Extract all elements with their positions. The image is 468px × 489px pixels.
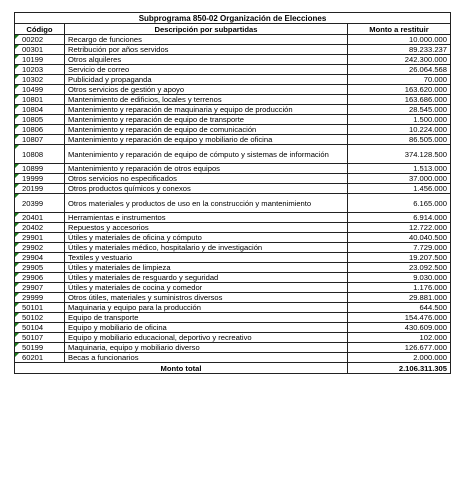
- table-row: [15, 343, 451, 353]
- code-cell: 10899: [15, 164, 65, 174]
- amount-cell: 154.476.000: [348, 313, 451, 323]
- amount-cell: 7.729.000: [348, 243, 451, 253]
- amount-cell: 374.128.500: [348, 145, 451, 164]
- code-cell: 29904: [15, 253, 65, 263]
- code-cell: 20399: [15, 194, 65, 213]
- table-row: [15, 313, 451, 323]
- description-cell: Otros servicios no especificados: [65, 174, 348, 184]
- amount-cell: 102.000: [348, 333, 451, 343]
- table-row: [15, 55, 451, 65]
- code-cell: 10808: [15, 145, 65, 164]
- amount-cell: 70.000: [348, 75, 451, 85]
- amount-cell: 1.176.000: [348, 283, 451, 293]
- code-cell: 50199: [15, 343, 65, 353]
- amount-cell: 28.545.000: [348, 105, 451, 115]
- amount-cell: 29.881.000: [348, 293, 451, 303]
- code-cell: 50102: [15, 313, 65, 323]
- table-row: [15, 223, 451, 233]
- description-cell: Útiles y materiales de limpieza: [65, 263, 348, 273]
- amount-cell: 10.000.000: [348, 35, 451, 45]
- description-cell: Mantenimiento de edificios, locales y terrenos: [65, 95, 348, 105]
- code-cell: 29999: [15, 293, 65, 303]
- code-cell: 20199: [15, 184, 65, 194]
- description-cell: Equipo y mobiliario educacional, deportivo y recreativo: [65, 333, 348, 343]
- amount-cell: 40.040.500: [348, 233, 451, 243]
- table-row: [15, 85, 451, 95]
- code-cell: 50107: [15, 333, 65, 343]
- code-column-header: Código: [15, 24, 65, 35]
- code-cell: 20402: [15, 223, 65, 233]
- code-cell: 10499: [15, 85, 65, 95]
- description-cell: Equipo y mobiliario de oficina: [65, 323, 348, 333]
- description-cell: Útiles y materiales de cocina y comedor: [65, 283, 348, 293]
- code-cell: 20401: [15, 213, 65, 223]
- amount-cell: 1.500.000: [348, 115, 451, 125]
- amount-cell: 430.609.000: [348, 323, 451, 333]
- amount-cell: 644.500: [348, 303, 451, 313]
- amount-cell: 1.456.000: [348, 184, 451, 194]
- table-row: [15, 184, 451, 194]
- table-row: [15, 283, 451, 293]
- description-cell: Becas a funcionarios: [65, 353, 348, 363]
- table-row: [15, 273, 451, 283]
- table-row: [15, 233, 451, 243]
- code-cell: 29906: [15, 273, 65, 283]
- code-cell: 10203: [15, 65, 65, 75]
- total-row: [15, 363, 451, 374]
- code-cell: 50101: [15, 303, 65, 313]
- code-cell: 10801: [15, 95, 65, 105]
- amount-column-header: Monto a restituir: [348, 24, 451, 35]
- table-row: [15, 105, 451, 115]
- table-row: [15, 35, 451, 45]
- description-cell: Mantenimiento y reparación de equipo y mobiliario de oficina: [65, 135, 348, 145]
- code-cell: 50104: [15, 323, 65, 333]
- description-cell: Útiles y materiales de oficina y cómputo: [65, 233, 348, 243]
- table-header-row: [15, 24, 451, 35]
- amount-cell: 12.722.000: [348, 223, 451, 233]
- description-cell: Mantenimiento y reparación de equipo de comunicación: [65, 125, 348, 135]
- description-cell: Equipo de transporte: [65, 313, 348, 323]
- table-title: Subprograma 850-02 Organización de Elecciones: [15, 13, 451, 24]
- table-row: [15, 353, 451, 363]
- amount-cell: 163.620.000: [348, 85, 451, 95]
- amount-cell: 23.092.500: [348, 263, 451, 273]
- code-cell: 00202: [15, 35, 65, 45]
- description-cell: Otros útiles, materiales y suministros diversos: [65, 293, 348, 303]
- description-cell: Mantenimiento y reparación de otros equipos: [65, 164, 348, 174]
- table-row: [15, 194, 451, 213]
- table-row: [15, 125, 451, 135]
- table-row: [15, 253, 451, 263]
- description-cell: Otros alquileres: [65, 55, 348, 65]
- description-cell: Otros servicios de gestión y apoyo: [65, 85, 348, 95]
- table-title-row: [15, 13, 451, 24]
- description-cell: Maquinaria y equipo para la producción: [65, 303, 348, 313]
- amount-cell: 89.233.237: [348, 45, 451, 55]
- table-row: [15, 75, 451, 85]
- code-cell: 10199: [15, 55, 65, 65]
- table-row: [15, 333, 451, 343]
- amount-cell: 126.677.000: [348, 343, 451, 353]
- description-cell: Herramientas e instrumentos: [65, 213, 348, 223]
- description-cell: Maquinaria, equipo y mobiliario diverso: [65, 343, 348, 353]
- code-cell: 29907: [15, 283, 65, 293]
- code-cell: 29902: [15, 243, 65, 253]
- table-row: [15, 303, 451, 313]
- code-cell: 10302: [15, 75, 65, 85]
- table-row: [15, 65, 451, 75]
- code-cell: 10806: [15, 125, 65, 135]
- description-cell: Otros materiales y productos de uso en la construcción y mantenimiento: [65, 194, 348, 213]
- code-cell: 10805: [15, 115, 65, 125]
- description-cell: Recargo de funciones: [65, 35, 348, 45]
- table-row: [15, 115, 451, 125]
- amount-cell: 1.513.000: [348, 164, 451, 174]
- code-cell: 10804: [15, 105, 65, 115]
- table-row: [15, 174, 451, 184]
- code-cell: 19999: [15, 174, 65, 184]
- code-cell: 29901: [15, 233, 65, 243]
- amount-cell: 26.064.568: [348, 65, 451, 75]
- total-amount: 2.106.311.305: [348, 363, 451, 374]
- table-row: [15, 164, 451, 174]
- amount-cell: 2.000.000: [348, 353, 451, 363]
- amount-cell: 37.000.000: [348, 174, 451, 184]
- amount-cell: 6.914.000: [348, 213, 451, 223]
- description-cell: Textiles y vestuario: [65, 253, 348, 263]
- amount-cell: 10.224.000: [348, 125, 451, 135]
- table-row: [15, 95, 451, 105]
- description-cell: Servicio de correo: [65, 65, 348, 75]
- code-cell: 29905: [15, 263, 65, 273]
- table-row: [15, 263, 451, 273]
- code-cell: 10807: [15, 135, 65, 145]
- table-row: [15, 135, 451, 145]
- amount-cell: 242.300.000: [348, 55, 451, 65]
- amount-cell: 6.165.000: [348, 194, 451, 213]
- budget-table: [14, 12, 451, 374]
- table-row: [15, 145, 451, 164]
- description-cell: Publicidad y propaganda: [65, 75, 348, 85]
- description-cell: Repuestos y accesorios: [65, 223, 348, 233]
- description-column-header: Descripción por subpartidas: [65, 24, 348, 35]
- table-row: [15, 323, 451, 333]
- amount-cell: 86.505.000: [348, 135, 451, 145]
- description-cell: Útiles y materiales de resguardo y seguridad: [65, 273, 348, 283]
- amount-cell: 9.030.000: [348, 273, 451, 283]
- table-row: [15, 45, 451, 55]
- description-cell: Retribución por años servidos: [65, 45, 348, 55]
- description-cell: Otros productos químicos y conexos: [65, 184, 348, 194]
- amount-cell: 19.207.500: [348, 253, 451, 263]
- code-cell: 60201: [15, 353, 65, 363]
- table-row: [15, 243, 451, 253]
- description-cell: Mantenimiento y reparación de maquinaria y equipo de producción: [65, 105, 348, 115]
- table-body: [15, 35, 451, 363]
- code-cell: 00301: [15, 45, 65, 55]
- description-cell: Útiles y materiales médico, hospitalario y de investigación: [65, 243, 348, 253]
- description-cell: Mantenimiento y reparación de equipo de transporte: [65, 115, 348, 125]
- table-row: [15, 213, 451, 223]
- description-cell: Mantenimiento y reparación de equipo de cómputo y sistemas de información: [65, 145, 348, 164]
- total-label: Monto total: [15, 363, 348, 374]
- table-row: [15, 293, 451, 303]
- amount-cell: 163.686.000: [348, 95, 451, 105]
